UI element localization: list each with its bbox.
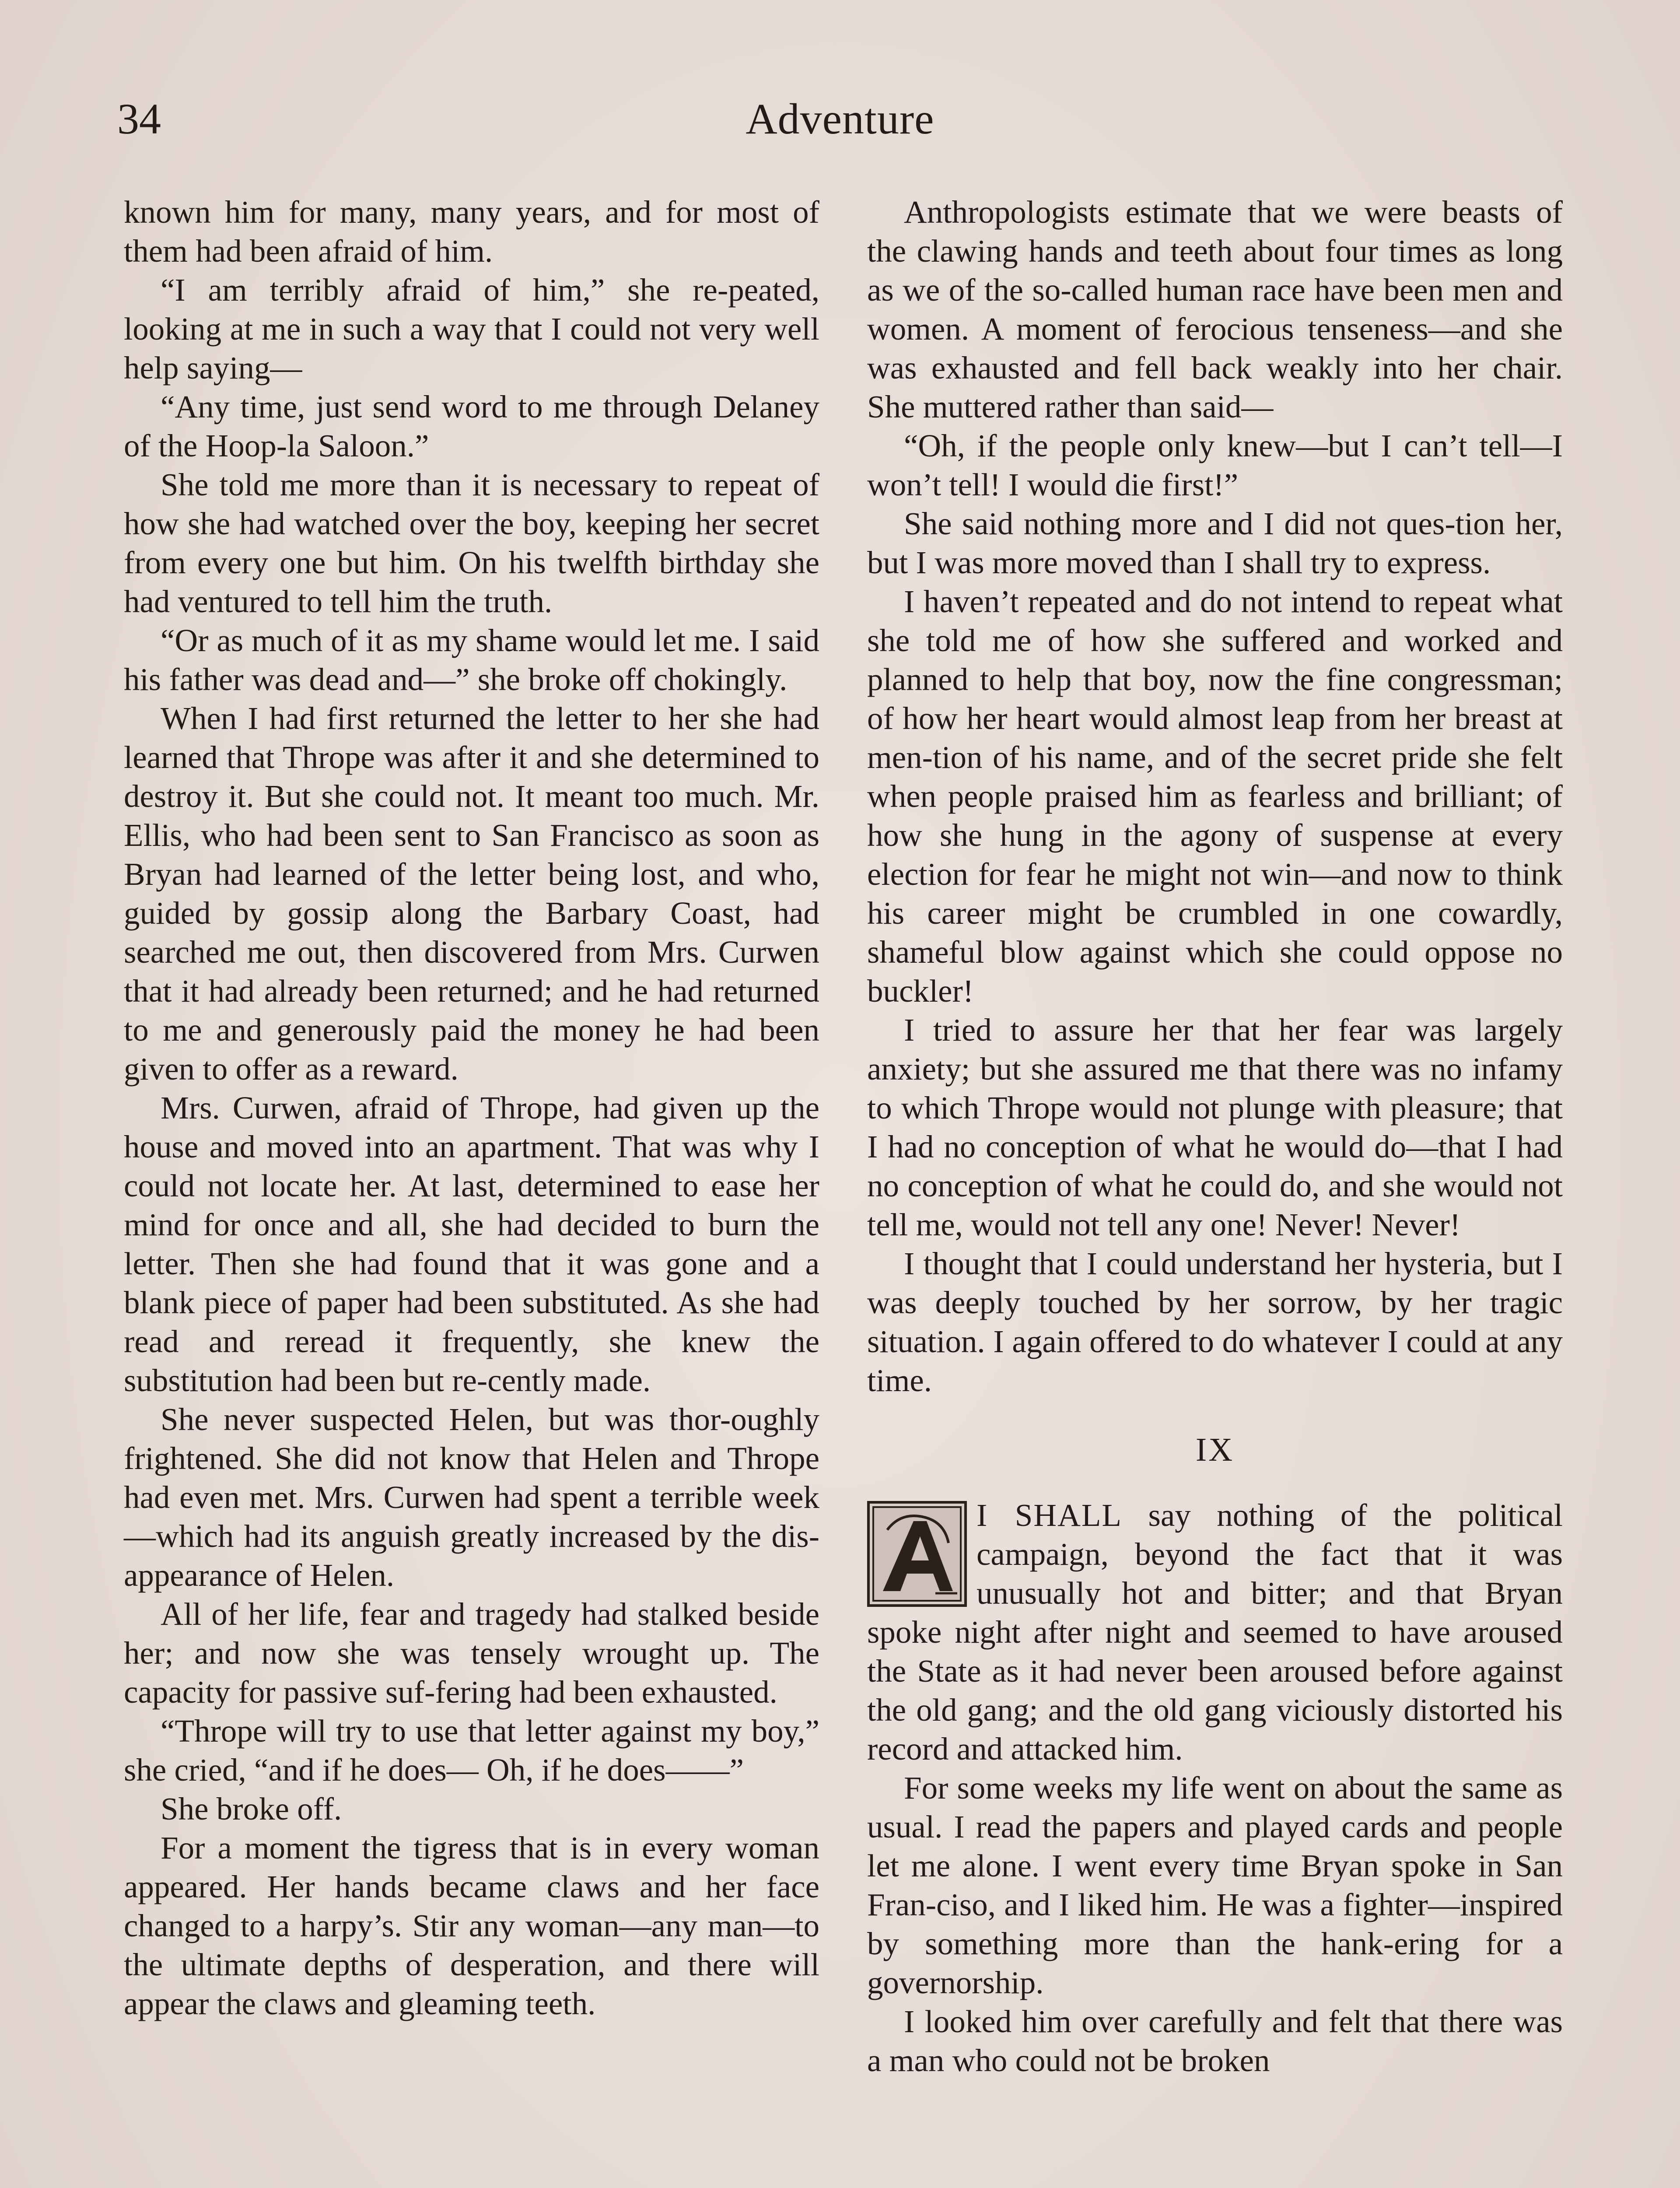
paragraph: She told me more than it is necessary to repeat of how she had watched over the boy, keeping her secret from every one but him. On his twelfth birthday she had ventured to tell him the truth. <box>124 467 819 619</box>
running-head: Adventure <box>746 95 934 143</box>
paragraph: “Oh, if the people only knew—but I can’t tell—I won’t tell! I would die first!” <box>867 428 1563 502</box>
paragraph: I looked him over carefully and felt that there was a man who could not be broken <box>867 2004 1563 2078</box>
paragraph: “Or as much of it as my shame would let me. I said his father was dead and—” she broke off chokingly. <box>124 623 819 697</box>
decorative-initial-icon <box>867 1501 967 1607</box>
paragraph: When I had first returned the letter to her she had learned that Thrope was after it and she determined to destroy it. But she could not. It meant too much. Mr. Ellis, who had been sent to San Francisco as soon as Bryan had learned of the letter being lost, and who, guided by gossip along the Barbary Coast, had searched me out, then discovered from Mrs. Curwen that it had already been returned; and he had returned to me and generously paid the money he had been given to offer as a reward. <box>124 701 819 1087</box>
paragraph: “I am terribly afraid of him,” she re-peated, looking at me in such a way that I could not very well help saying— <box>124 272 819 386</box>
paragraph: “Thrope will try to use that letter against my boy,” she cried, “and if he does— Oh, if he does——” <box>124 1713 819 1788</box>
dropcap-lead-words: I SHALL <box>976 1497 1123 1533</box>
page-number: 34 <box>117 95 161 143</box>
paragraph: “Any time, just send word to me through Delaney of the Hoop-la Saloon.” <box>124 389 819 463</box>
paragraph: known him for many, many years, and for most of them had been afraid of him. <box>124 194 819 269</box>
dropcap-paragraph-text: say nothing of the political campaign, beyond the fact that it was unusually hot and bitter; and that Bryan spoke night after night and seemed to have aroused the State as it had never been aroused before against the old gang; and the old gang viciously distorted his record and attacked him. <box>867 1497 1563 1767</box>
paragraph: She broke off. <box>161 1791 342 1827</box>
left-column <box>124 193 819 2023</box>
paragraph: She said nothing more and I did not ques-tion her, but I was more moved than I shall try to express. <box>867 506 1563 580</box>
paragraph: I haven’t repeated and do not intend to repeat what she told me of how she suffered and worked and planned to help that boy, now the fine congressman; of how her heart would almost leap from her breast at men-tion of his name, and of the secret pride she felt when people praised him as fearless and brilliant; of how she hung in the agony of suspense at every election for fear he might not win—and now to think his career might be crumbled in one cowardly, shameful blow against which she could oppose no buckler! <box>867 584 1563 1009</box>
paragraph: All of her life, fear and tragedy had stalked beside her; and now she was tensely wrought up. The capacity for passive suf-fering had been exhausted. <box>124 1596 819 1710</box>
paragraph: She never suspected Helen, but was thor-oughly frightened. She did not know that Helen and Thrope had even met. Mrs. Curwen had spent a terrible week—which had its anguish greatly increased by the dis-appearance of Helen. <box>124 1402 819 1593</box>
paragraph: For a moment the tigress that is in every woman appeared. Her hands became claws and her face changed to a harpy’s. Stir any woman—any man—to the ultimate depths of desperation, and there will appear the claws and gleaming teeth. <box>124 1830 819 2021</box>
dropcap-paragraph <box>867 1496 1563 1768</box>
right-column <box>867 193 1563 2080</box>
paragraph: For some weeks my life went on about the same as usual. I read the papers and played cards and people let me alone. I went every time Bryan spoke in San Fran-ciso, and I liked him. He was a fighter—inspired by something more than the hank-ering for a governorship. <box>867 1770 1563 2000</box>
paragraph: I tried to assure her that her fear was largely anxiety; but she assured me that there was no infamy to which Thrope would not plunge with pleasure; that I had no conception of what he would do—that I had no conception of what he could do, and she would not tell me, would not tell any one! Never! Never! <box>867 1012 1563 1242</box>
paragraph: Anthropologists estimate that we were beasts of the clawing hands and teeth about four times as long as we of the so-called human race have been men and women. A moment of ferocious tenseness—and she was exhausted and fell back weakly into her chair. She muttered rather than said— <box>867 194 1563 424</box>
chapter-heading: IX <box>1195 1431 1235 1468</box>
right-column-bottom-text <box>867 1768 1563 2080</box>
paragraph: I thought that I could understand her hysteria, but I was deeply touched by her sorrow, by her tragic situation. I again offered to do whatever I could at any time. <box>867 1246 1563 1398</box>
right-column-top-text <box>867 193 1563 1400</box>
paragraph: Mrs. Curwen, afraid of Thrope, had given up the house and moved into an apartment. That was why I could not locate her. At last, determined to ease her mind for once and all, she had decided to burn the letter. Then she had found that it was gone and a blank piece of paper had been substituted. As she had read and reread it frequently, she knew the substitution had been but re-cently made. <box>124 1090 819 1398</box>
